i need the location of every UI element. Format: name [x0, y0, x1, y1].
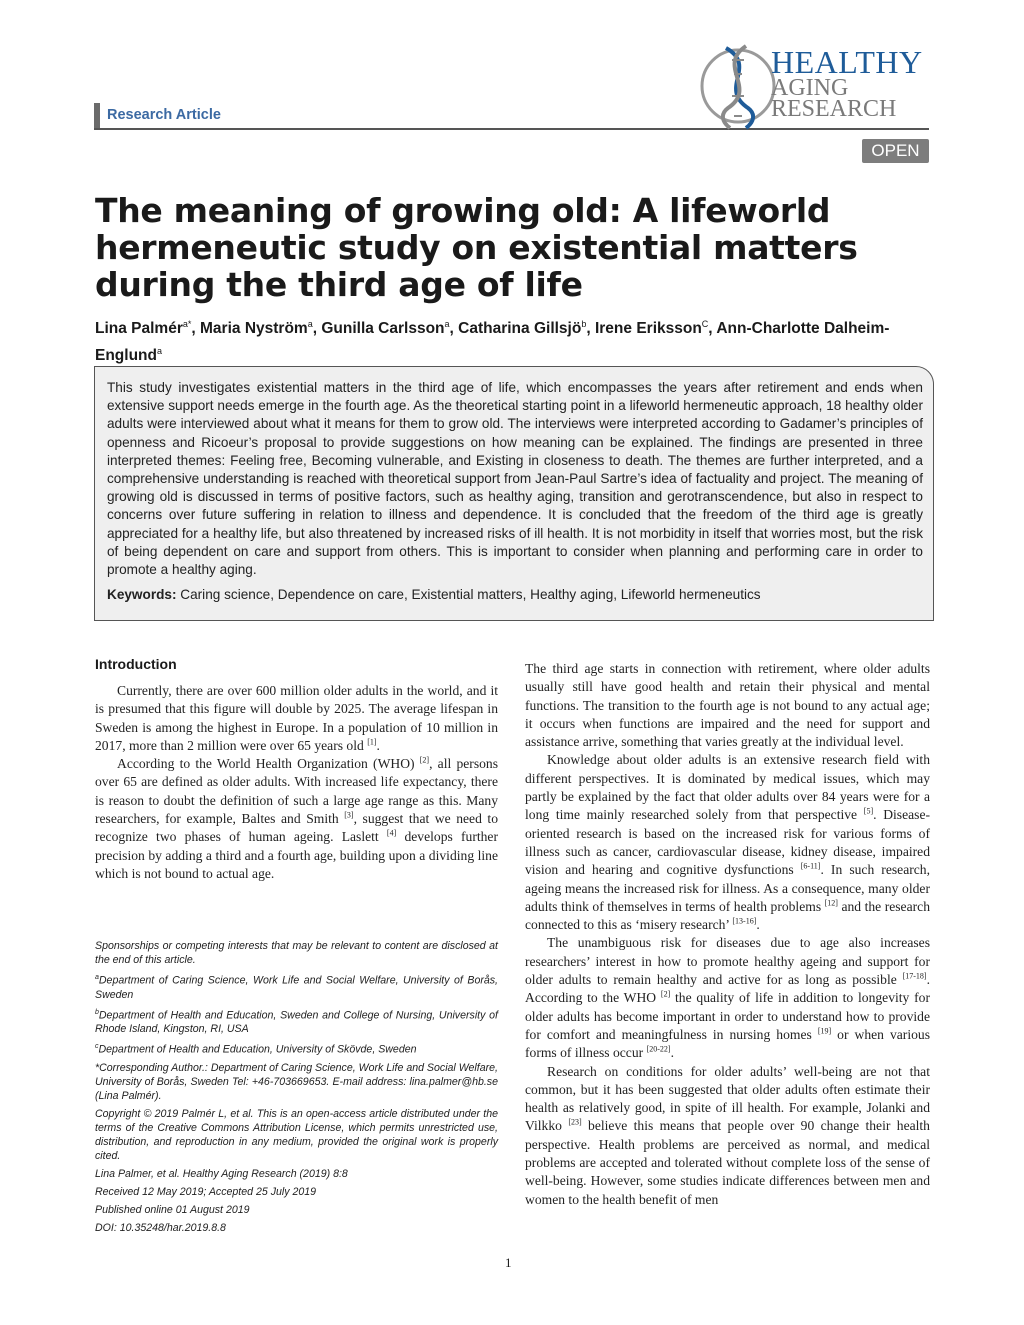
introduction-heading: Introduction: [95, 656, 177, 672]
author-affiliation: a: [444, 319, 450, 329]
text-run: Currently, there are over 600 million older adults in the world, and it is presumed that this figure will double by 2025. The average lifespan in Sweden is among the highest in Europe. In a population of 10 million in 2017, more than 2 million were over 65 years old: [95, 683, 498, 753]
affiliation-text: Department of Health and Education, University of Skövde, Sweden: [98, 1043, 417, 1056]
text-run: Research on conditions for older adults’ well-being are not that common, but it has been suggested that older adults often estimate their health as relatively good, in spite of ill health. For example, Jolanki and Vilkko: [525, 1063, 930, 1134]
text-run: The unambiguous risk for diseases due to age also increases researchers’ interest in how to promote healthy ageing and support for older adults to remain healthy and active for as long as possible: [525, 935, 930, 988]
abstract-text: This study investigates existential matters in the third age of life, which encompasses the years after retirement and ends when extensive support needs emerge in the fourth age. As the theoretical starting point in a lifeworld hermeneutic approach, 18 healthy older adults were interviewed about what it means for them to grow old. The interviews were interpreted according to Gadamer’s principles of openness and Ricoeur’s proposal to provide suggestions on how meaning can be explained. The findings are presented in three interpreted themes: Feeling free, Becoming vulnerable, and Existing in closeness to death. The themes are further interpreted, and a comprehensive understanding is reached with theoretical support from Jean-Paul Sartre’s idea of factuality and project. The meaning of growing old is discussed in terms of positive factors, such as healthy aging, transition and gerotranscendence, but also in respect to concerns over future suffering in relation to illness and dependence. It is concluded that the freedom of the third age is greatly appreciated for a healthy life, but also threatened by increased risks of ill health. It is not morbidity in itself that worries most, but the risk of being dependent on care and support from others. This is important to consider when planning and performing care in order to promote a healthy aging.: [107, 380, 923, 578]
keywords-line: [107, 586, 923, 604]
footnote-affiliation-b: [95, 1006, 498, 1037]
text-run: believe this means that people over 90 change their health perspective. Health problems are perceived as normal, and medical problems are accepted and tolerated without complete loss of the sense of well-being. However, some studies indicate differences between men and women to the health benefit of men: [525, 1118, 930, 1207]
citation-ref[interactable]: [20-22]: [646, 1044, 671, 1054]
text-run: , suggest that we need to recognize two phases of human ageing. Laslett: [95, 811, 498, 845]
text-run: the quality of life in addition to longevity for older adults has become important in order to understand how to provide for comfort and meaningfulness in nursing homes: [525, 990, 930, 1042]
citation-ref[interactable]: [4]: [386, 828, 397, 838]
author-name: Catharina Gillsjö: [458, 320, 582, 338]
author-name: Gunilla Carlsson: [321, 320, 445, 338]
author-name: Ann-Charlotte Dalheim-Englund: [95, 320, 890, 365]
citation-ref[interactable]: [23]: [568, 1117, 582, 1127]
citation-ref[interactable]: [1]: [367, 737, 377, 747]
citation-ref[interactable]: [12]: [824, 898, 838, 908]
author-affiliation: a*: [182, 319, 192, 329]
keywords-list: Caring science, Dependence on care, Existential matters, Healthy aging, Lifeworld hermeneutics: [180, 587, 761, 603]
body-paragraph-4: [525, 1063, 930, 1209]
left-column: [95, 656, 498, 883]
logo-word-research: RESEARCH: [771, 96, 897, 122]
author-affiliation: C: [701, 319, 709, 329]
author-affiliation: a: [307, 319, 313, 329]
citation-ref[interactable]: [13-16]: [732, 916, 757, 926]
text-run: .: [670, 1045, 674, 1061]
citation-ref[interactable]: [17-18]: [902, 971, 927, 981]
text-run: . In such research, ageing means the increased risk for illness. As a consequence, many older adults think of themselves in terms of health problems: [525, 862, 930, 914]
text-run: .: [376, 737, 380, 753]
affiliation-marker: c: [95, 1043, 99, 1051]
text-run: , all persons over 65 are defined as older adults. With increased life expectancy, there is reason to doubt the definition of such a large age range as this. Many researchers, for example, Baltes and Smith: [95, 756, 498, 827]
footnote-competing-interests: Sponsorships or competing interests that may be relevant to content are disclosed at the end of this article.: [95, 940, 498, 966]
citation-ref[interactable]: [3]: [344, 810, 354, 820]
keywords-label: Keywords:: [107, 587, 177, 603]
body-paragraph-3: [525, 934, 930, 1062]
author-affiliation: a: [157, 346, 163, 357]
footnote-corresponding-author: *Corresponding Author.: Department of Caring Science, Work Life and Social Welfare, University of Borås, Sweden Tel: +46-703669653. E-mail address: lina.palmer@hb.se (Lina Palmér).: [95, 1061, 498, 1102]
affiliation-marker: b: [95, 1008, 99, 1016]
citation-ref[interactable]: [6-11]: [800, 861, 821, 871]
author-name: Irene Eriksson: [594, 320, 702, 338]
affiliation-text: Department of Health and Education, Sweden and College of Nursing, University of Rhode Island, Kingston, RI, USA: [95, 1009, 498, 1036]
citation-ref[interactable]: [2]: [419, 755, 430, 765]
footnote-received: Received 12 May 2019; Accepted 25 July 2019: [95, 1185, 317, 1198]
text-run: or when various forms of illness occur: [525, 1026, 930, 1061]
text-run: develops further precision by adding a third and a fourth age, building upon a dividing line which is not bound to actual age.: [95, 829, 498, 881]
article-title: The meaning of growing old: A lifeworld hermeneutic study on existential matters during the third age of life: [95, 191, 858, 304]
author-name: Maria Nyström: [200, 320, 308, 338]
article-type-label: Research Article: [107, 107, 221, 123]
text-run: . According to the WHO: [525, 972, 930, 1006]
text-run: . Disease-oriented research is based on the increased risk for various forms of illness such as cancer, cardiovascular disease, kidney disease, impaired vision and hearing and cognitive dysfunctions: [525, 807, 931, 878]
logo-word-aging: AGING: [771, 75, 849, 101]
open-access-badge: OPEN: [862, 139, 929, 163]
citation-ref[interactable]: [2]: [660, 989, 671, 999]
intro-paragraph-1: [95, 682, 498, 755]
footnote-citation: Lina Palmer, et al. Healthy Aging Research (2019) 8:8: [95, 1167, 348, 1180]
author-list: Lina Palmér$^{a*}$, Maria Nyström$^a$, Gunilla Carlsson$^a$, Catharina Gillsjö$^b$, Irene Eriksson$^C$, Ann-Charlotte Dalheim-Englund$^a$: [95, 319, 890, 365]
section-marker-bar: [94, 103, 100, 129]
text-run: .: [756, 917, 760, 933]
citation-ref[interactable]: [19]: [817, 1026, 832, 1036]
body-paragraph-1: The third age starts in connection with retirement, where older adults usually still have good health and retain their physical and mental functions. The transition to the fourth age is not bound to any actual age; it occurs when functions are impaired and the need for support and assistance arrive, something that varies greatly at the individual level.: [525, 661, 930, 750]
affiliation-marker: a: [95, 974, 99, 981]
footnote-affiliation-a: [95, 971, 498, 1002]
footnote-affiliation-c: [95, 1040, 498, 1057]
author-affiliation: b: [581, 319, 587, 329]
right-column: [525, 660, 930, 1209]
author-name: Lina Palmér: [95, 320, 183, 338]
text-run: and the research connected to this as ‘misery research’: [525, 898, 930, 933]
page-number: 1: [505, 1255, 512, 1270]
logo-word-healthy: HEALTHY: [771, 44, 923, 80]
footnotes: [95, 939, 498, 1239]
citation-ref[interactable]: [5]: [863, 806, 874, 816]
body-paragraph-2: [525, 751, 930, 934]
affiliation-text: Department of Caring Science, Work Life and Social Welfare, University of Borås, Sweden: [95, 974, 498, 1001]
text-run: According to the World Health Organization (WHO): [117, 756, 415, 772]
footnote-doi[interactable]: DOI: 10.35248/har.2019.8.8: [95, 1221, 226, 1234]
footnote-published: Published online 01 August 2019: [95, 1203, 250, 1216]
intro-paragraph-2: [95, 755, 498, 883]
text-run: Knowledge about older adults is an extensive research field with different perspectives. It is dominated by medical issues, which may partly be explained by the fact that older adults over 84 years were for a long time mainly researched solely from that perspective: [525, 752, 930, 823]
abstract-box: [94, 366, 934, 621]
footnote-copyright: Copyright © 2019 Palmér L, et al. This is an open-access article distributed under the terms of the Creative Commons Attribution License, which permits unrestricted use, distribution, and reproduction in any medium, provided the original work is properly cited.: [95, 1107, 498, 1162]
